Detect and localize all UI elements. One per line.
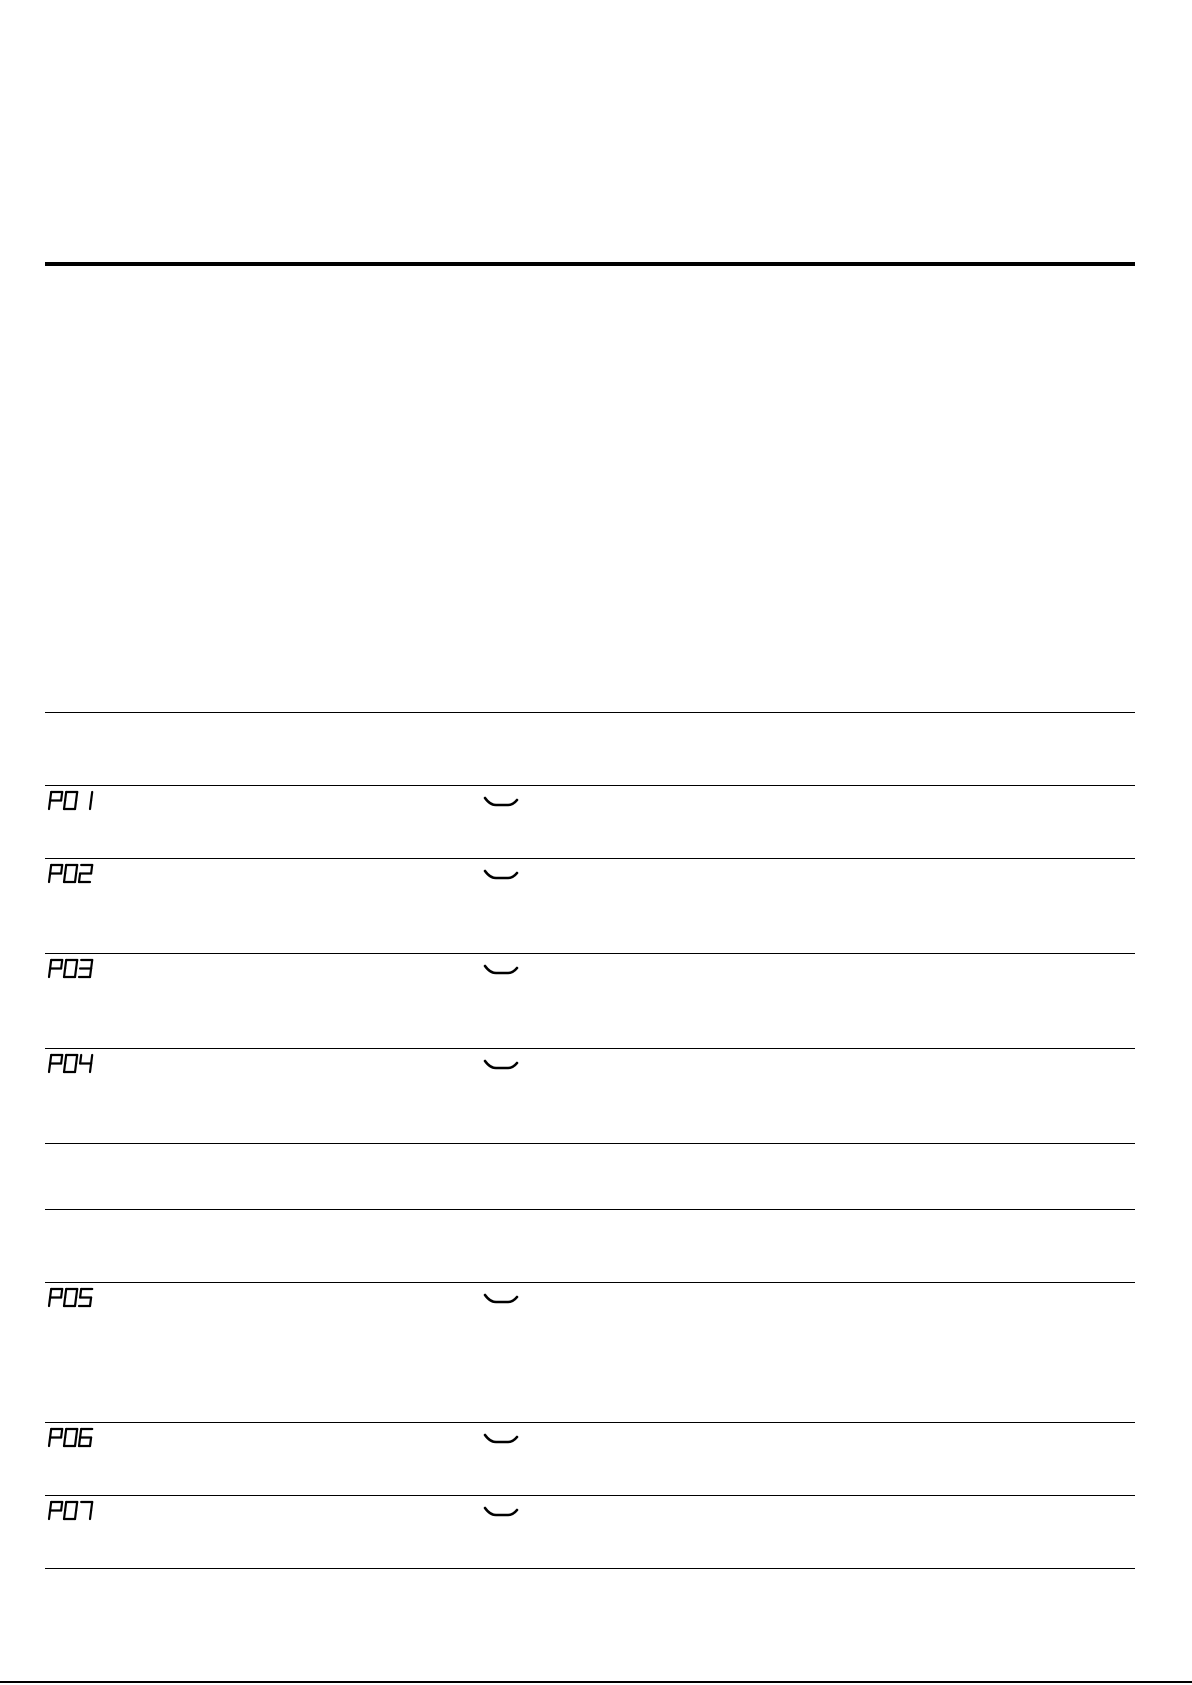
table-rule (45, 785, 1135, 786)
programme-code (47, 958, 97, 980)
programme-code (47, 1427, 97, 1449)
selector-symbol-icon (482, 1058, 522, 1072)
selector-symbol-icon (482, 963, 522, 977)
seven-segment-display (47, 1427, 97, 1449)
seven-segment-display (47, 1287, 97, 1309)
programme-code (47, 1500, 97, 1522)
programme-code (47, 863, 97, 885)
selector-symbol-icon (482, 1505, 522, 1519)
table-rule (45, 1048, 1135, 1049)
header-rule (45, 262, 1135, 266)
footer-rule (0, 1681, 1192, 1683)
programme-code (47, 1053, 97, 1075)
seven-segment-display (47, 1053, 97, 1075)
selector-symbol-icon (482, 795, 522, 809)
table-rule (45, 1143, 1135, 1144)
programme-code (47, 1287, 97, 1309)
table-rule (45, 1495, 1135, 1496)
seven-segment-display (47, 863, 97, 885)
selector-symbol-icon (482, 1432, 522, 1446)
table-rule (45, 1209, 1135, 1210)
selector-symbol-icon (482, 1292, 522, 1306)
table-rule (45, 1568, 1135, 1569)
programme-code (47, 790, 97, 812)
table-rule (45, 1422, 1135, 1423)
seven-segment-display (47, 1500, 97, 1522)
seven-segment-display (47, 958, 97, 980)
seven-segment-display (47, 790, 97, 812)
table-rule (45, 712, 1135, 713)
table-rule (45, 858, 1135, 859)
table-rule (45, 953, 1135, 954)
table-rule (45, 1282, 1135, 1283)
selector-symbol-icon (482, 868, 522, 882)
